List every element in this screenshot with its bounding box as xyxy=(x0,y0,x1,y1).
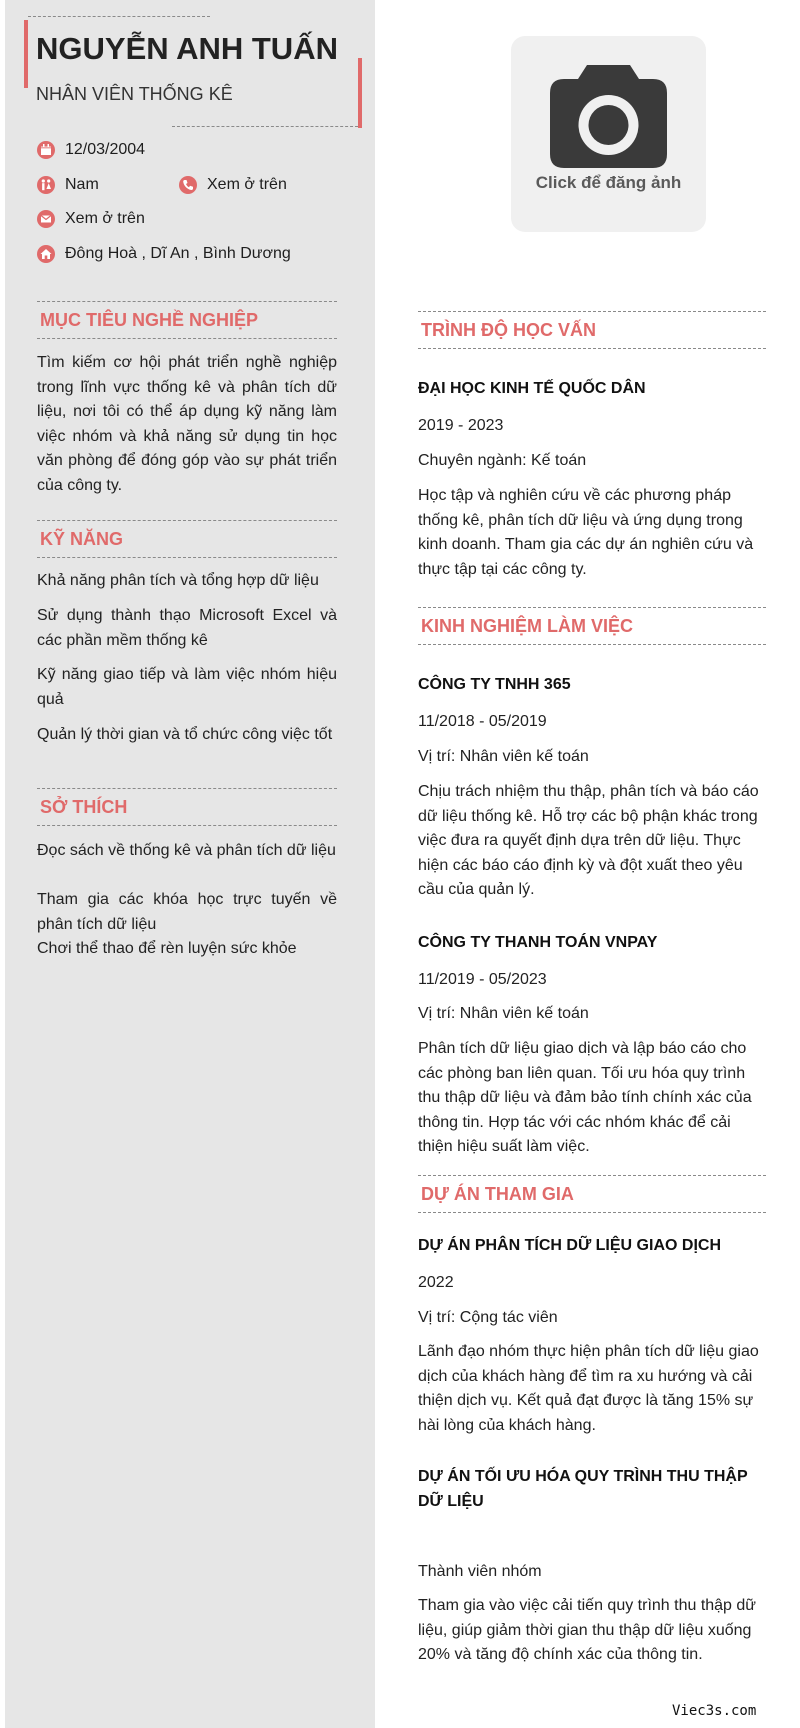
project-description[interactable]: Tham gia vào việc cải tiến quy trình thu thập dữ liệu, giúp giảm thời gian thu thập dữ liệu xuống 20% và tăng độ chính xác của thông tin. xyxy=(418,1597,757,1663)
education-description[interactable]: Học tập và nghiên cứu về các phương pháp thống kê, phân tích dữ liệu và ứng dụng trong kinh doanh. Tham gia các dự án nghiên cứu và thực tập tại các công ty. xyxy=(418,487,754,578)
education-period[interactable]: 2019 - 2023 xyxy=(418,417,504,434)
objective-text[interactable]: Tìm kiếm cơ hội phát triển nghề nghiệp trong lĩnh vực thống kê và phân tích dữ liệu, nơi tôi có thể áp dụng kỹ năng làm việc nhóm và khả năng sử dụng tin học văn phòng để đóng góp vào sự phát triển của công ty. xyxy=(37,354,337,494)
envelope-icon xyxy=(36,209,56,229)
camera-icon xyxy=(550,65,667,168)
section-heading-experience xyxy=(418,607,766,645)
job-position[interactable]: Vị trí: Nhân viên kế toán xyxy=(418,748,589,765)
company-name[interactable]: CÔNG TY TNHH 365 xyxy=(418,676,571,693)
company-name[interactable]: CÔNG TY THANH TOÁN VNPAY xyxy=(418,934,658,951)
job-title[interactable]: NHÂN VIÊN THỐNG KÊ xyxy=(36,84,233,104)
job-period[interactable]: 11/2019 - 05/2023 xyxy=(418,971,547,988)
email-value[interactable]: Xem ở trên xyxy=(65,210,145,227)
full-name[interactable]: NGUYỄN ANH TUẤN xyxy=(36,31,338,66)
address-value[interactable]: Đông Hoà , Dĩ An , Bình Dương xyxy=(65,245,291,262)
section-heading-skills xyxy=(37,520,337,558)
section-heading-label[interactable]: SỞ THÍCH xyxy=(40,797,128,817)
divider xyxy=(28,16,210,17)
section-heading-label[interactable]: KỸ NĂNG xyxy=(40,529,124,549)
section-heading-label[interactable]: MỤC TIÊU NGHỀ NGHIỆP xyxy=(40,310,259,330)
name-block xyxy=(24,16,362,128)
gender-value[interactable]: Nam xyxy=(65,176,99,193)
skill-item[interactable]: Quản lý thời gian và tổ chức công việc tốt xyxy=(37,726,333,743)
job-position[interactable]: Vị trí: Nhân viên kế toán xyxy=(418,1005,589,1022)
birthdate-value[interactable]: 12/03/2004 xyxy=(65,141,146,158)
section-heading-projects xyxy=(418,1175,766,1213)
calendar-icon xyxy=(36,140,56,160)
divider xyxy=(172,126,358,127)
photo-upload[interactable] xyxy=(511,36,706,232)
phone-icon xyxy=(178,175,198,195)
skill-item[interactable]: Khả năng phân tích và tổng hợp dữ liệu xyxy=(37,572,319,589)
job-description[interactable]: Phân tích dữ liệu giao dịch và lập báo cáo cho các phòng ban liên quan. Tối ưu hóa quy trình thu thập dữ liệu và đảm bảo tính chính xác của thông tin. Hợp tác với các nhóm khác để cải thiện hiệu suất làm việc. xyxy=(418,1040,752,1155)
hobby-item[interactable]: Đọc sách về thống kê và phân tích dữ liệu xyxy=(37,842,336,859)
hobby-item[interactable]: Chơi thể thao để rèn luyện sức khỏe xyxy=(37,940,297,957)
education-major[interactable]: Chuyên ngành: Kế toán xyxy=(418,452,587,469)
project-role[interactable]: Thành viên nhóm xyxy=(418,1563,542,1580)
skill-item[interactable]: Sử dụng thành thạo Microsoft Excel và các phần mềm thống kê xyxy=(37,607,337,649)
project-year[interactable]: 2022 xyxy=(418,1274,454,1291)
gender-icon xyxy=(36,175,56,195)
section-heading-label[interactable]: TRÌNH ĐỘ HỌC VẤN xyxy=(421,320,596,340)
project-name[interactable]: DỰ ÁN TỐI ƯU HÓA QUY TRÌNH THU THẬP DỮ LIỆU xyxy=(418,1468,748,1510)
accent-bar xyxy=(358,58,362,128)
home-icon xyxy=(36,244,56,264)
school-name[interactable]: ĐẠI HỌC KINH TẾ QUỐC DÂN xyxy=(418,380,646,397)
section-heading-objective xyxy=(37,301,337,339)
job-description[interactable]: Chịu trách nhiệm thu thập, phân tích và báo cáo dữ liệu thống kê. Hỗ trợ các bộ phận khác trong việc đưa ra quyết định dựa trên dữ liệu. Thực hiện các báo cáo định kỳ và đột xuất theo yêu cầu của quản lý. xyxy=(418,783,759,898)
watermark: Viec3s.com xyxy=(672,1703,757,1719)
section-heading-label[interactable]: DỰ ÁN THAM GIA xyxy=(421,1184,574,1204)
project-role[interactable]: Vị trí: Cộng tác viên xyxy=(418,1309,558,1326)
project-description[interactable]: Lãnh đạo nhóm thực hiện phân tích dữ liệu giao dịch của khách hàng để tìm ra xu hướng và cải thiện dịch vụ. Kết quả đạt được là tăng 15% sự hài lòng của khách hàng. xyxy=(418,1343,759,1434)
project-name[interactable]: DỰ ÁN PHÂN TÍCH DỮ LIỆU GIAO DỊCH xyxy=(418,1237,721,1254)
phone-value[interactable]: Xem ở trên xyxy=(207,176,287,193)
section-heading-hobbies xyxy=(37,788,337,826)
section-heading-education xyxy=(418,311,766,349)
accent-bar xyxy=(24,20,28,88)
photo-caption: Click để đăng ảnh xyxy=(535,173,682,192)
job-period[interactable]: 11/2018 - 05/2019 xyxy=(418,713,547,730)
hobby-item[interactable]: Tham gia các khóa học trực tuyến về phân tích dữ liệu xyxy=(37,891,337,933)
skill-item[interactable]: Kỹ năng giao tiếp và làm việc nhóm hiệu quả xyxy=(37,666,337,708)
section-heading-label[interactable]: KINH NGHIỆM LÀM VIỆC xyxy=(421,616,634,636)
